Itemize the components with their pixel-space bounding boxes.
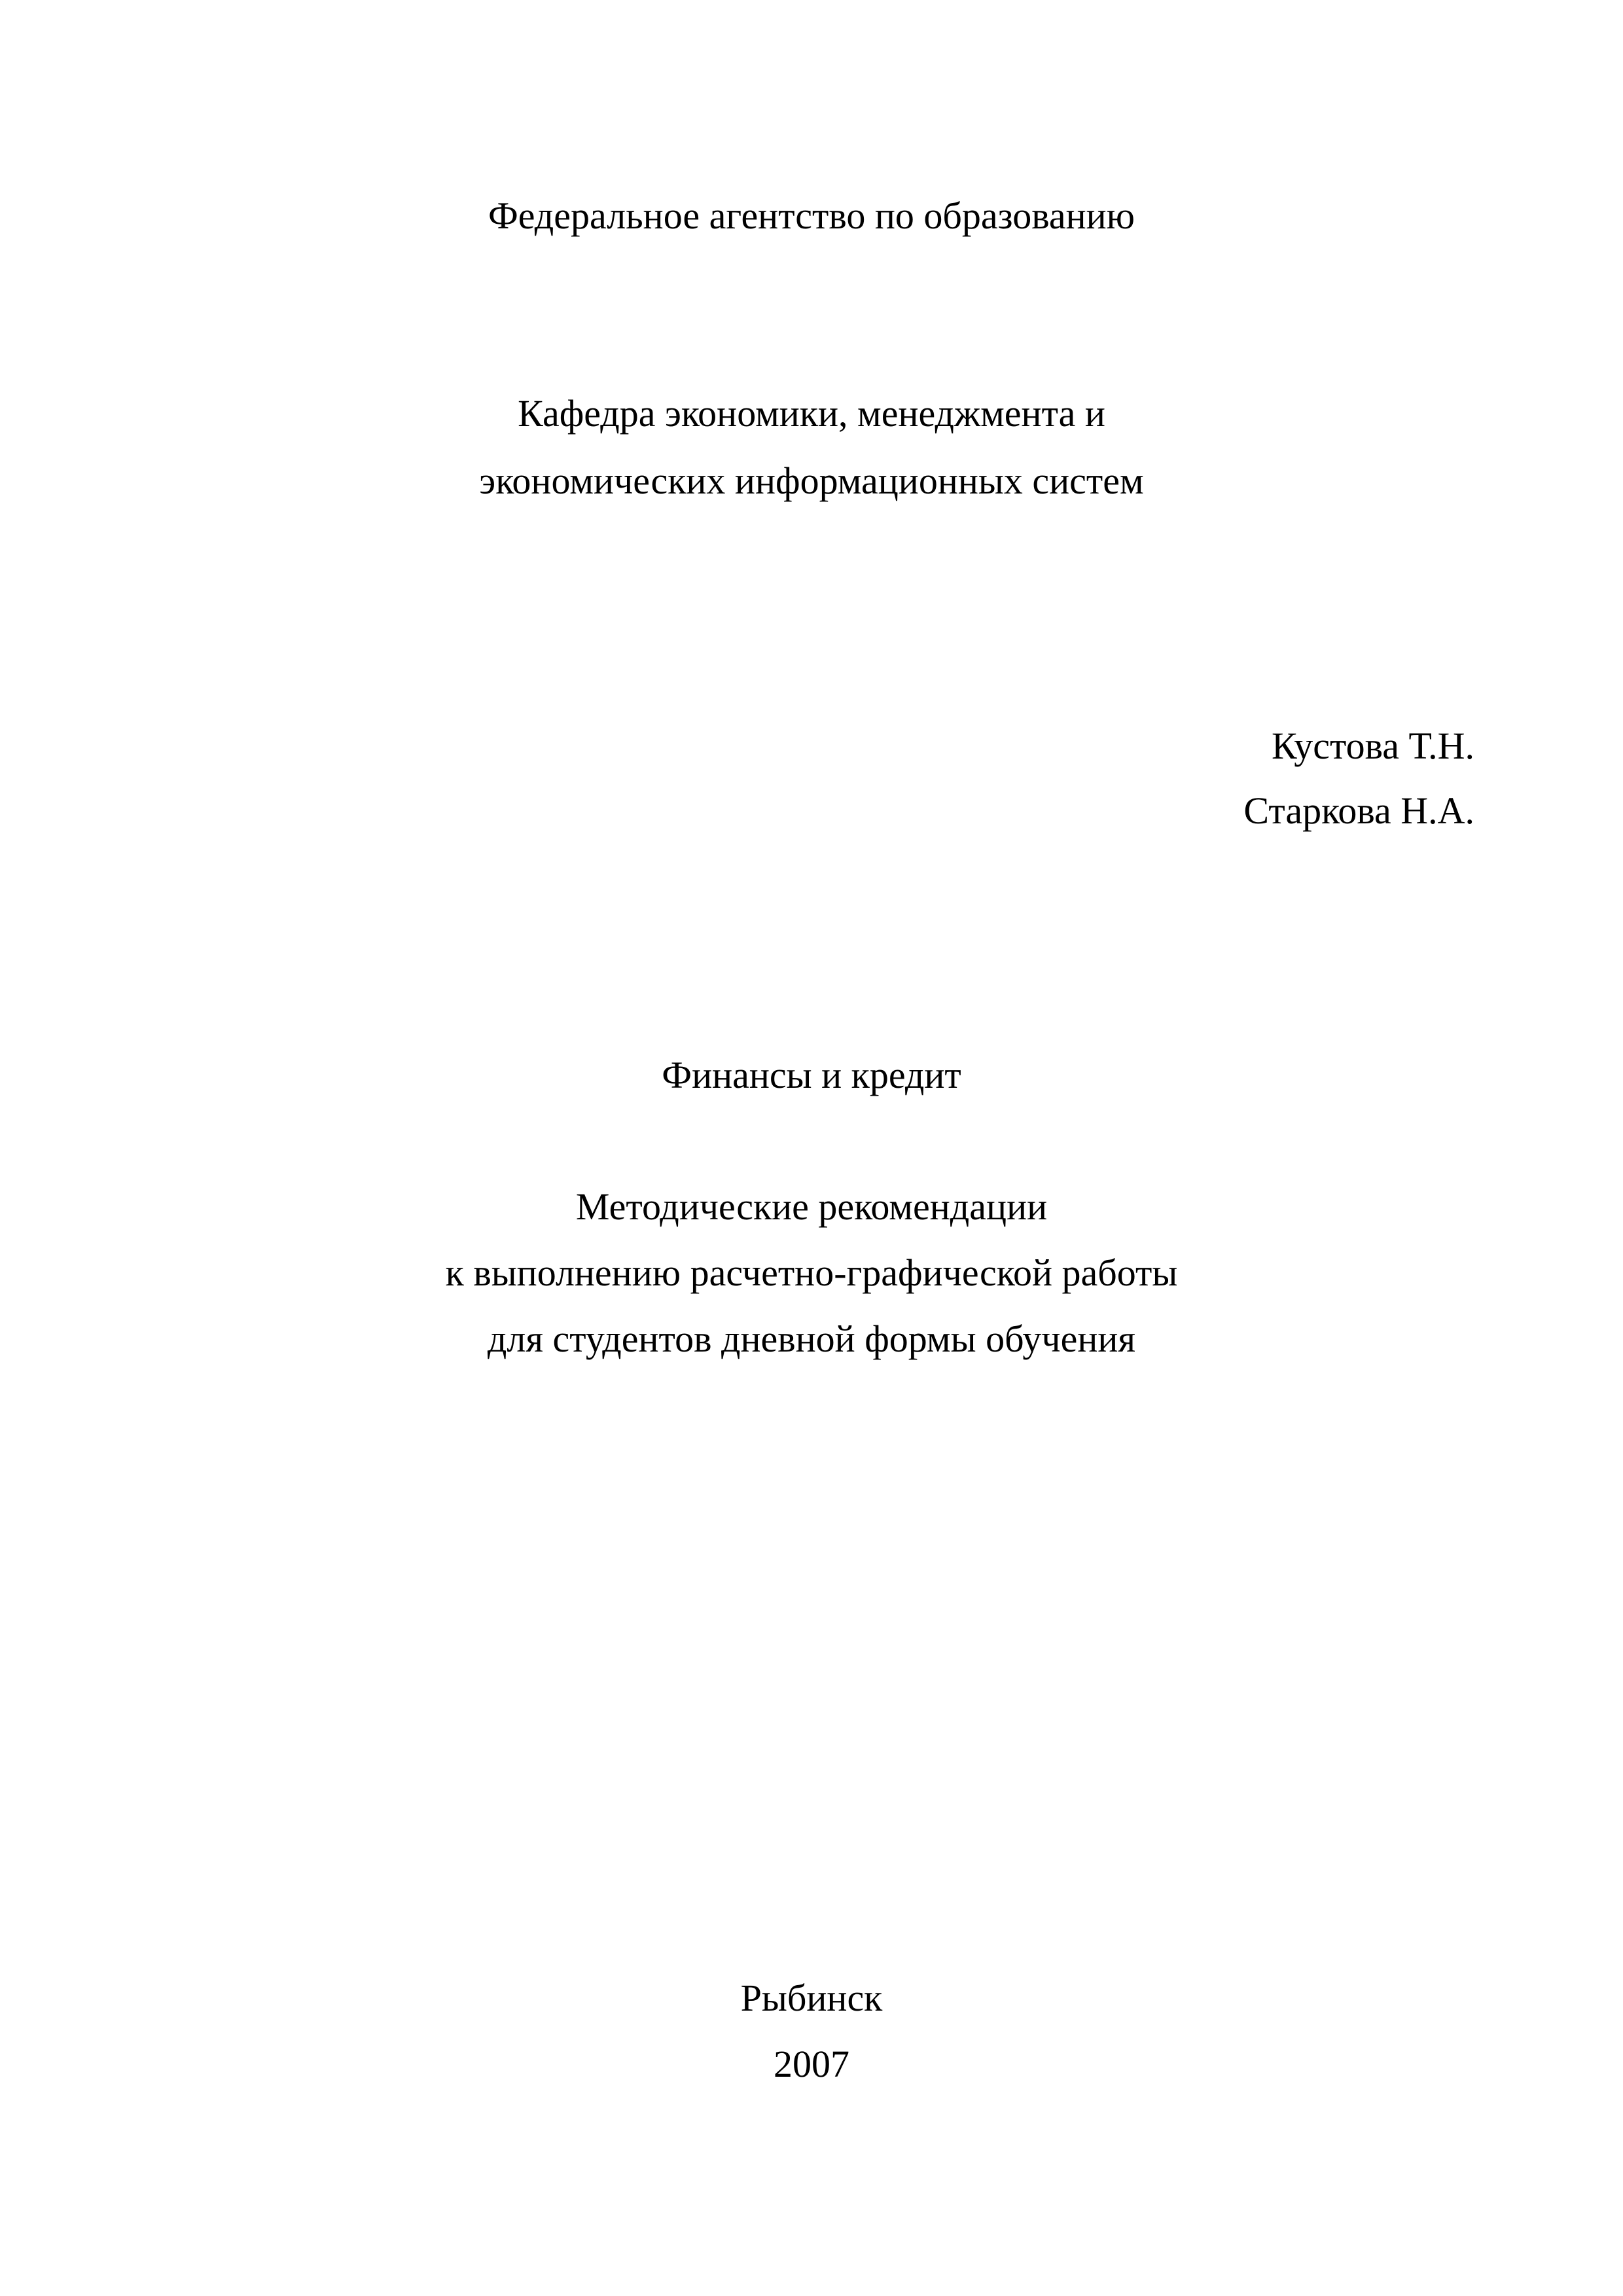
author-1: Кустова Т.Н. xyxy=(1271,725,1474,767)
author-2: Старкова Н.А. xyxy=(1243,789,1474,832)
document-title-line-2: к выполнению расчетно-графической работы xyxy=(445,1251,1178,1294)
department-line-2: экономических информационных систем xyxy=(479,459,1144,502)
document-title-line-3: для студентов дневной формы обучения xyxy=(487,1318,1136,1360)
department-line-1: Кафедра экономики, менеджмента и xyxy=(518,392,1105,435)
subject-title: Финансы и кредит xyxy=(662,1054,961,1096)
document-title-line-1: Методические рекомендации xyxy=(575,1185,1048,1228)
agency-name: Федеральное агентство по образованию xyxy=(488,194,1135,237)
publication-year: 2007 xyxy=(774,2043,849,2085)
publication-city: Рыбинск xyxy=(740,1977,883,2019)
